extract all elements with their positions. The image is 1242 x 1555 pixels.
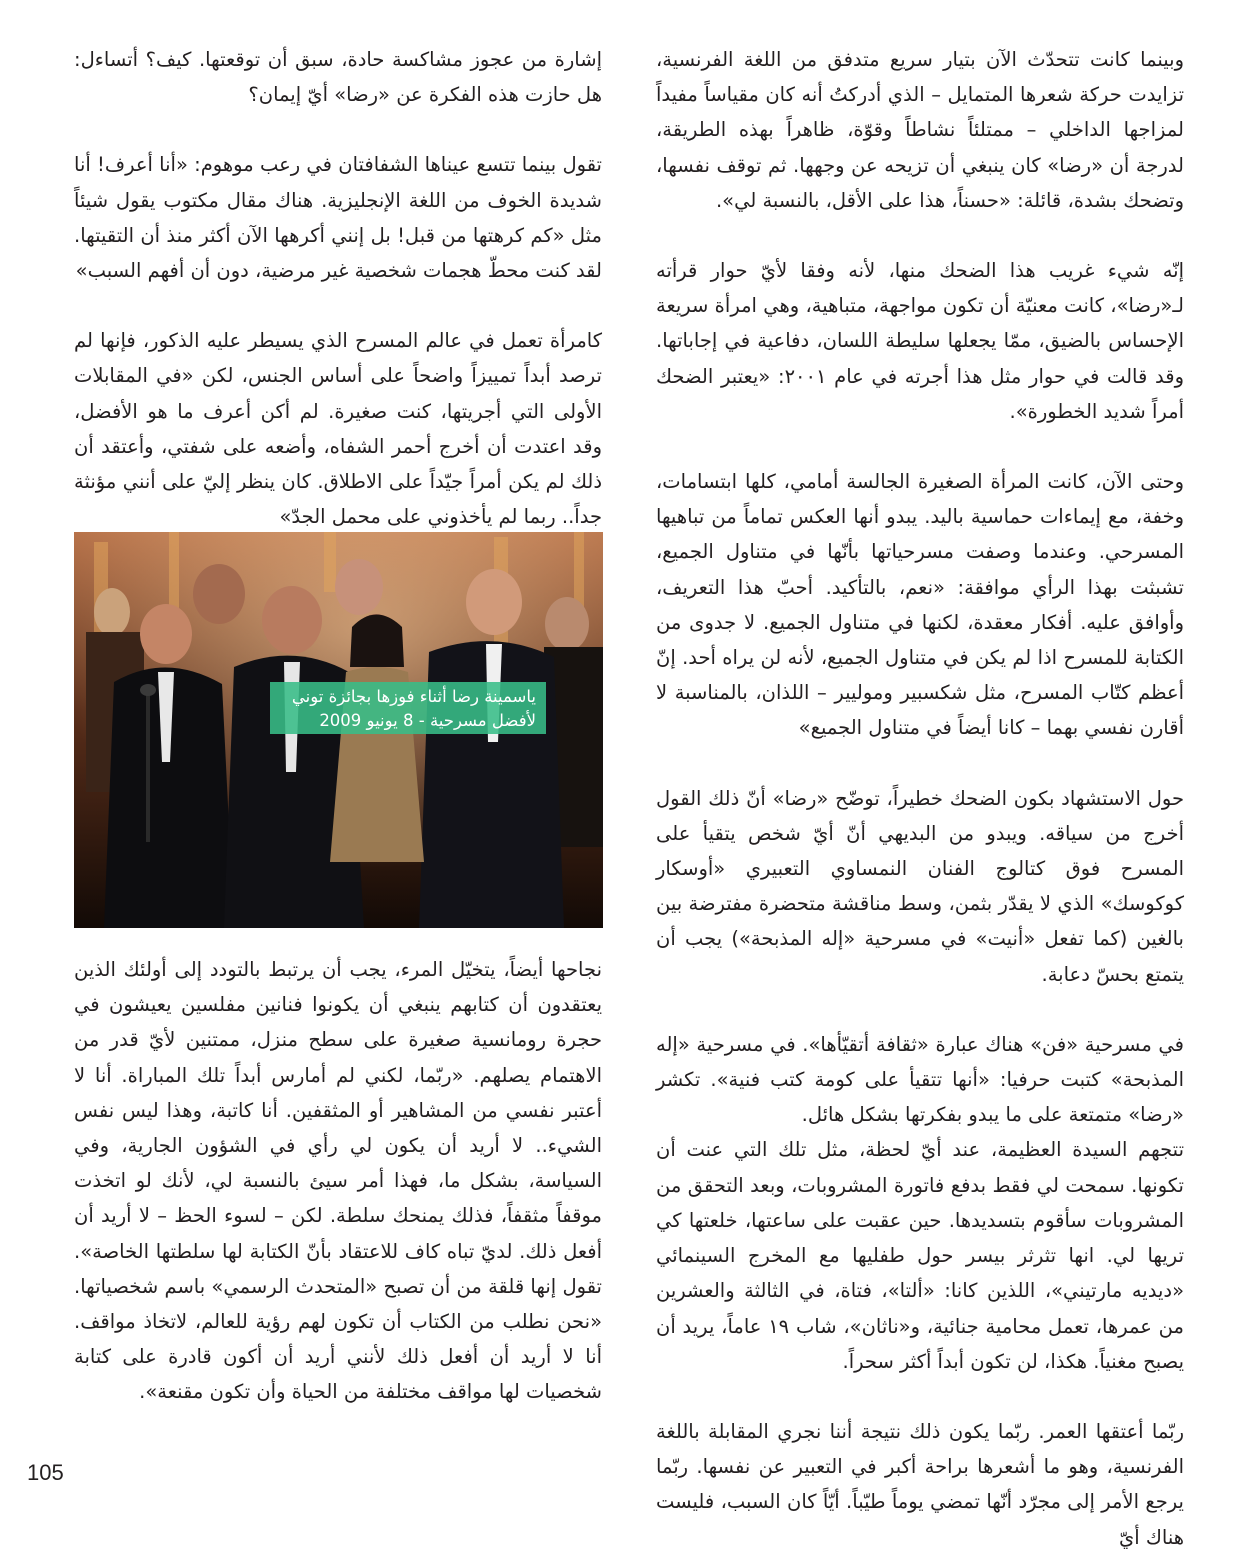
photo-caption-line: لأفضل مسرحية - 8 يونيو 2009 [319,711,536,730]
article-paragraph: ربّما أعتقها العمر. ربّما يكون ذلك نتيجة أننا نجري المقابلة باللغة الفرنسية، وهو ما أشعرها براحة أكبر في التعبير عن نفسها. ربّما يرجع الأمر إلى مجرّد أنّها تمضي يوماً طيّباً. أيّاً كان السبب، فليست هناك أيّ [656,1419,1184,1549]
article-right-column [656,42,1184,1555]
article-paragraph: كامرأة تعمل في عالم المسرح الذي يسيطر عليه الذكور، فإنها لم ترصد أبداً تمييزاً واضحاً على أساس الجنس، لكن «في المقابلات الأولى التي أجريتها، كنت صغيرة. لم أكن أعرف ما هو الأفضل، وقد اعتدت أن أخرج أحمر الشفاه، وأضعه على شفتي، وأعتقد أن ذلك لم يكن أمراً جيّداً على الاطلاق. كان ينظر إليّ على أنني مؤنثة جداً.. ربما لم يأخذوني على محمل الجدّ» [74,329,602,529]
photo-caption-line: ياسمينة رضا أثناء فوزها بجائزة توني [291,687,536,706]
article-left-column-upper [74,42,602,534]
article-paragraph: حول الاستشهاد بكون الضحك خطيراً، توضّح «رضا» أنّ ذلك القول أخرج من سياقه. ويبدو من البديهي أنّ أيّ شخص يتقيأ على المسرح فوق كتالوج الفنان النمساوي التعبيري «أوسكار كوكوسك» الذي لا يقدّر بثمن، وسط مناقشة متحضرة مفترضة بين بالغين (كما تفعل «أنيت» في مسرحية «إله المذبحة») يجب أن يتمتع بحسّ دعابة. [656,786,1184,986]
page-number: 105 [27,1460,64,1485]
article-paragraph: وحتى الآن، كانت المرأة الصغيرة الجالسة أمامي، كلها ابتسامات، وخفة، مع إيماءات حماسية باليد. يبدو أنها العكس تماماً من تباهيها المسرحي. وعندما وصفت مسرحياتها بأنّها في متناول الجميع، تشبثت بهذا الرأي موافقة: «نعم، بالتأكيد. أحبّ هذا التعريف، وأوافق عليه. أفكار معقدة، لكنها في متناول الجميع. لا جدوى من الكتابة للمسرح اذا لم يكن في متناول الجميع، لأنه لن يراه أحد. إنّ أعظم كتّاب المسرح، مثل شكسبير وموليير – اللذان، بالمناسبة لا أقارن نفسي بهما – كانا أيضاً في متناول الجميع» [656,470,1184,740]
article-paragraph: تقول بينما تتسع عيناها الشفافتان في رعب موهوم: «أنا أعرف! أنا شديدة الخوف من اللغة الإنجليزية. هناك مقال مكتوب يقول شيئاً مثل «كم كرهتها من قبل! بل إنني أكرهها الآن أكثر منذ أن التقيتها. لقد كنت محطّ هجمات شخصية غير مرضية، دون أن أفهم السبب» [74,153,602,283]
article-paragraph: في مسرحية «فن» هناك عبارة «ثقافة أتقيّأها». في مسرحية «إله المذبحة» كتبت حرفيا: «أنها تتقيأ على كومة كتب فنية». تكشر «رضا» متمتعة على ما يبدو بفكرتها بشكل هائل. تتجهم السيدة العظيمة، عند أيّ لحظة، مثل تلك التي عنت أن تكونها. سمحت لي فقط بدفع فاتورة المشروبات، وبعد التحقق من المشروبات سأقوم بتسديدها. حين عقبت على ساعتها، خلعتها كي تريها لي. انها تثرثر بيسر حول طفليها مع المخرج السينمائي «ديديه مارتيني»، اللذين كانا: «ألتا»، فتاة، في الثالثة والعشرين من عمرها، تعمل محامية جنائية، و«ناثان»، شاب ١٩ عاماً، يريد أن يصبح مغنياً. هكذا، لن تكون أبداً أكثر سحراً. [656,1032,1184,1373]
article-paragraph: إشارة من عجوز مشاكسة حادة، سبق أن توقعتها. كيف؟ أتساءل: هل حازت هذه الفكرة عن «رضا» أيّ إيمان؟ [74,48,602,107]
article-paragraph: وبينما كانت تتحدّث الآن بتيار سريع متدفق من اللغة الفرنسية، تزايدت حركة شعرها المتمايل – الذي أدركتُ أنه كان مقياساً مفيداً لمزاجها الداخلي – ممتلئاً نشاطاً وقوّة، ظاهراً بهذه الطريقة، لدرجة أن «رضا» كان ينبغي أن تزيحه عن وجهها. ثم توقف نفسها، وتضحك بشدة، قائلة: «حسناً، هذا على الأقل، بالنسبة لي». [656,48,1184,212]
article-paragraph: نجاحها أيضاً، يتخيّل المرء، يجب أن يرتبط بالتودد إلى أولئك الذين يعتقدون أن كتابهم ينبغي أن يكونوا فنانين مفلسين يعيشون في حجرة رومانسية صغيرة على سطح منزل، ممتنين لأيّ قدر من الاهتمام يصلهم. «ربّما، لكني لم أمارس أبداً تلك المباراة. أنا لا أعتبر نفسي من المشاهير أو المثقفين. أنا كاتبة، وهذا ليس نفس الشيء.. لا أريد أن يكون لي رأي في الشؤون الجارية، وفي السياسة، بشكل ما، فهذا أمر سيئ بالنسبة لي، لأنك لو اتخذت موقفاً مثقفاً، فذلك يمنحك سلطة. لكن – لسوء الحظ – لا أريد أن أفعل ذلك. لديّ تباه كاف للاعتقاد بأنّ الكتابة لها سلطتها الخاصة». تقول إنها قلقة من أن تصبح «المتحدث الرسمي» باسم شخصياتها. «نحن نطلب من الكتاب أن تكون لهم رؤية للعالم، لاتخاذ مواقف. أنا لا أريد أن أفعل ذلك لأنني أريد أن أكون قادرة على كتابة شخصيات لها مواقف مختلفة من الحياة وأن تكون مقنعة». [74,958,602,1404]
award-photo [74,532,603,928]
article-paragraph: إنّه شيء غريب هذا الضحك منها، لأنه وفقا لأيّ حوار قرأته لـ«رضا»، كانت معنيّة أن تكون مواجهة، متباهية، وهي امرأة سريعة الإحساس بالضيق، ممّا يجعلها سليطة اللسان، دفاعية في إجاباتها. وقد قالت في حوار مثل هذا أجرته في عام ٢٠٠١: «يعتبر الضحك أمراً شديد الخطورة». [656,259,1184,423]
photo-caption [270,682,546,734]
article-left-column-lower [74,952,602,1410]
